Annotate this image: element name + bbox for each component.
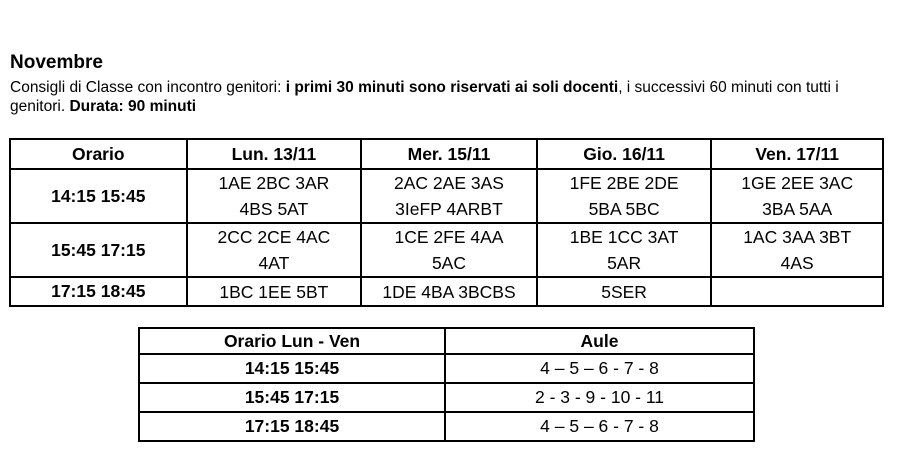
header-mer: Mer. 15/11 xyxy=(361,139,537,169)
classes-cell: 1BC 1EE 5BT xyxy=(187,277,362,306)
class-line: 2AC 2AE 3AS xyxy=(394,173,504,193)
header-orario-lun-ven: Orario Lun - Ven xyxy=(139,328,445,354)
class-line: 1AE 2BC 3AR xyxy=(218,173,330,193)
class-line: 1AC 3AA 3BT xyxy=(743,227,852,247)
classes-cell xyxy=(361,169,537,223)
rooms-header-row xyxy=(139,328,754,354)
table-row xyxy=(139,383,754,412)
header-lun: Lun. 13/11 xyxy=(187,139,362,169)
class-line: 1BE 1CC 3AT xyxy=(569,227,679,247)
header-ven: Ven. 17/11 xyxy=(711,139,883,169)
aule-cell: 4 – 5 – 6 - 7 - 8 xyxy=(445,354,754,383)
rooms-table xyxy=(138,327,755,442)
time-cell: 15:45 17:15 xyxy=(10,223,187,277)
time-cell: 14:15 15:45 xyxy=(10,169,187,223)
intro-paragraph xyxy=(10,78,870,116)
class-line: 5AC xyxy=(431,253,466,273)
time-cell: 17:15 18:45 xyxy=(139,412,445,441)
classes-cell: 5SER xyxy=(537,277,712,306)
classes-cell xyxy=(187,223,362,277)
aule-cell: 4 – 5 – 6 - 7 - 8 xyxy=(445,412,754,441)
class-line: 4AT xyxy=(258,253,290,273)
class-line: 5AR xyxy=(607,253,642,273)
classes-cell xyxy=(361,223,537,277)
intro-bold-2: Durata: 90 minuti xyxy=(69,98,197,115)
table-row xyxy=(139,354,754,383)
header-aule: Aule xyxy=(445,328,754,354)
class-line: 4AS xyxy=(780,253,814,273)
header-gio: Gio. 16/11 xyxy=(537,139,712,169)
header-orario: Orario xyxy=(10,139,187,169)
time-cell: 14:15 15:45 xyxy=(139,354,445,383)
aule-cell: 2 - 3 - 9 - 10 - 11 xyxy=(445,383,754,412)
classes-cell-empty xyxy=(711,277,883,306)
intro-text-1: Consigli di Classe con incontro genitori: xyxy=(10,79,286,96)
table-row xyxy=(139,412,754,441)
class-line: 5BA 5BC xyxy=(588,199,660,219)
classes-cell: 1DE 4BA 3BCBS xyxy=(361,277,537,306)
classes-cell xyxy=(537,223,712,277)
class-line: 2CC 2CE 4AC xyxy=(217,227,331,247)
classes-cell xyxy=(711,169,883,223)
intro-bold-1: i primi 30 minuti sono riservati ai soli docenti xyxy=(285,79,619,96)
table-row xyxy=(10,169,883,223)
class-line: 1FE 2BE 2DE xyxy=(569,173,679,193)
page-title: Novembre xyxy=(10,52,103,73)
classes-cell xyxy=(537,169,712,223)
classes-cell xyxy=(711,223,883,277)
class-line: 3IeFP 4ARBT xyxy=(395,199,503,219)
classes-cell xyxy=(187,169,362,223)
class-line: 1GE 2EE 3AC xyxy=(741,173,854,193)
schedule-header-row xyxy=(10,139,883,169)
time-cell: 17:15 18:45 xyxy=(10,277,187,306)
table-row xyxy=(10,223,883,277)
table-row xyxy=(10,277,883,306)
class-line: 3BA 5AA xyxy=(762,199,833,219)
schedule-table xyxy=(9,138,884,307)
time-cell: 15:45 17:15 xyxy=(139,383,445,412)
class-line: 1CE 2FE 4AA xyxy=(394,227,504,247)
class-line: 4BS 5AT xyxy=(239,199,309,219)
intro-text-2: , i successivi 60 minuti con tutti i genitori. xyxy=(10,79,839,115)
